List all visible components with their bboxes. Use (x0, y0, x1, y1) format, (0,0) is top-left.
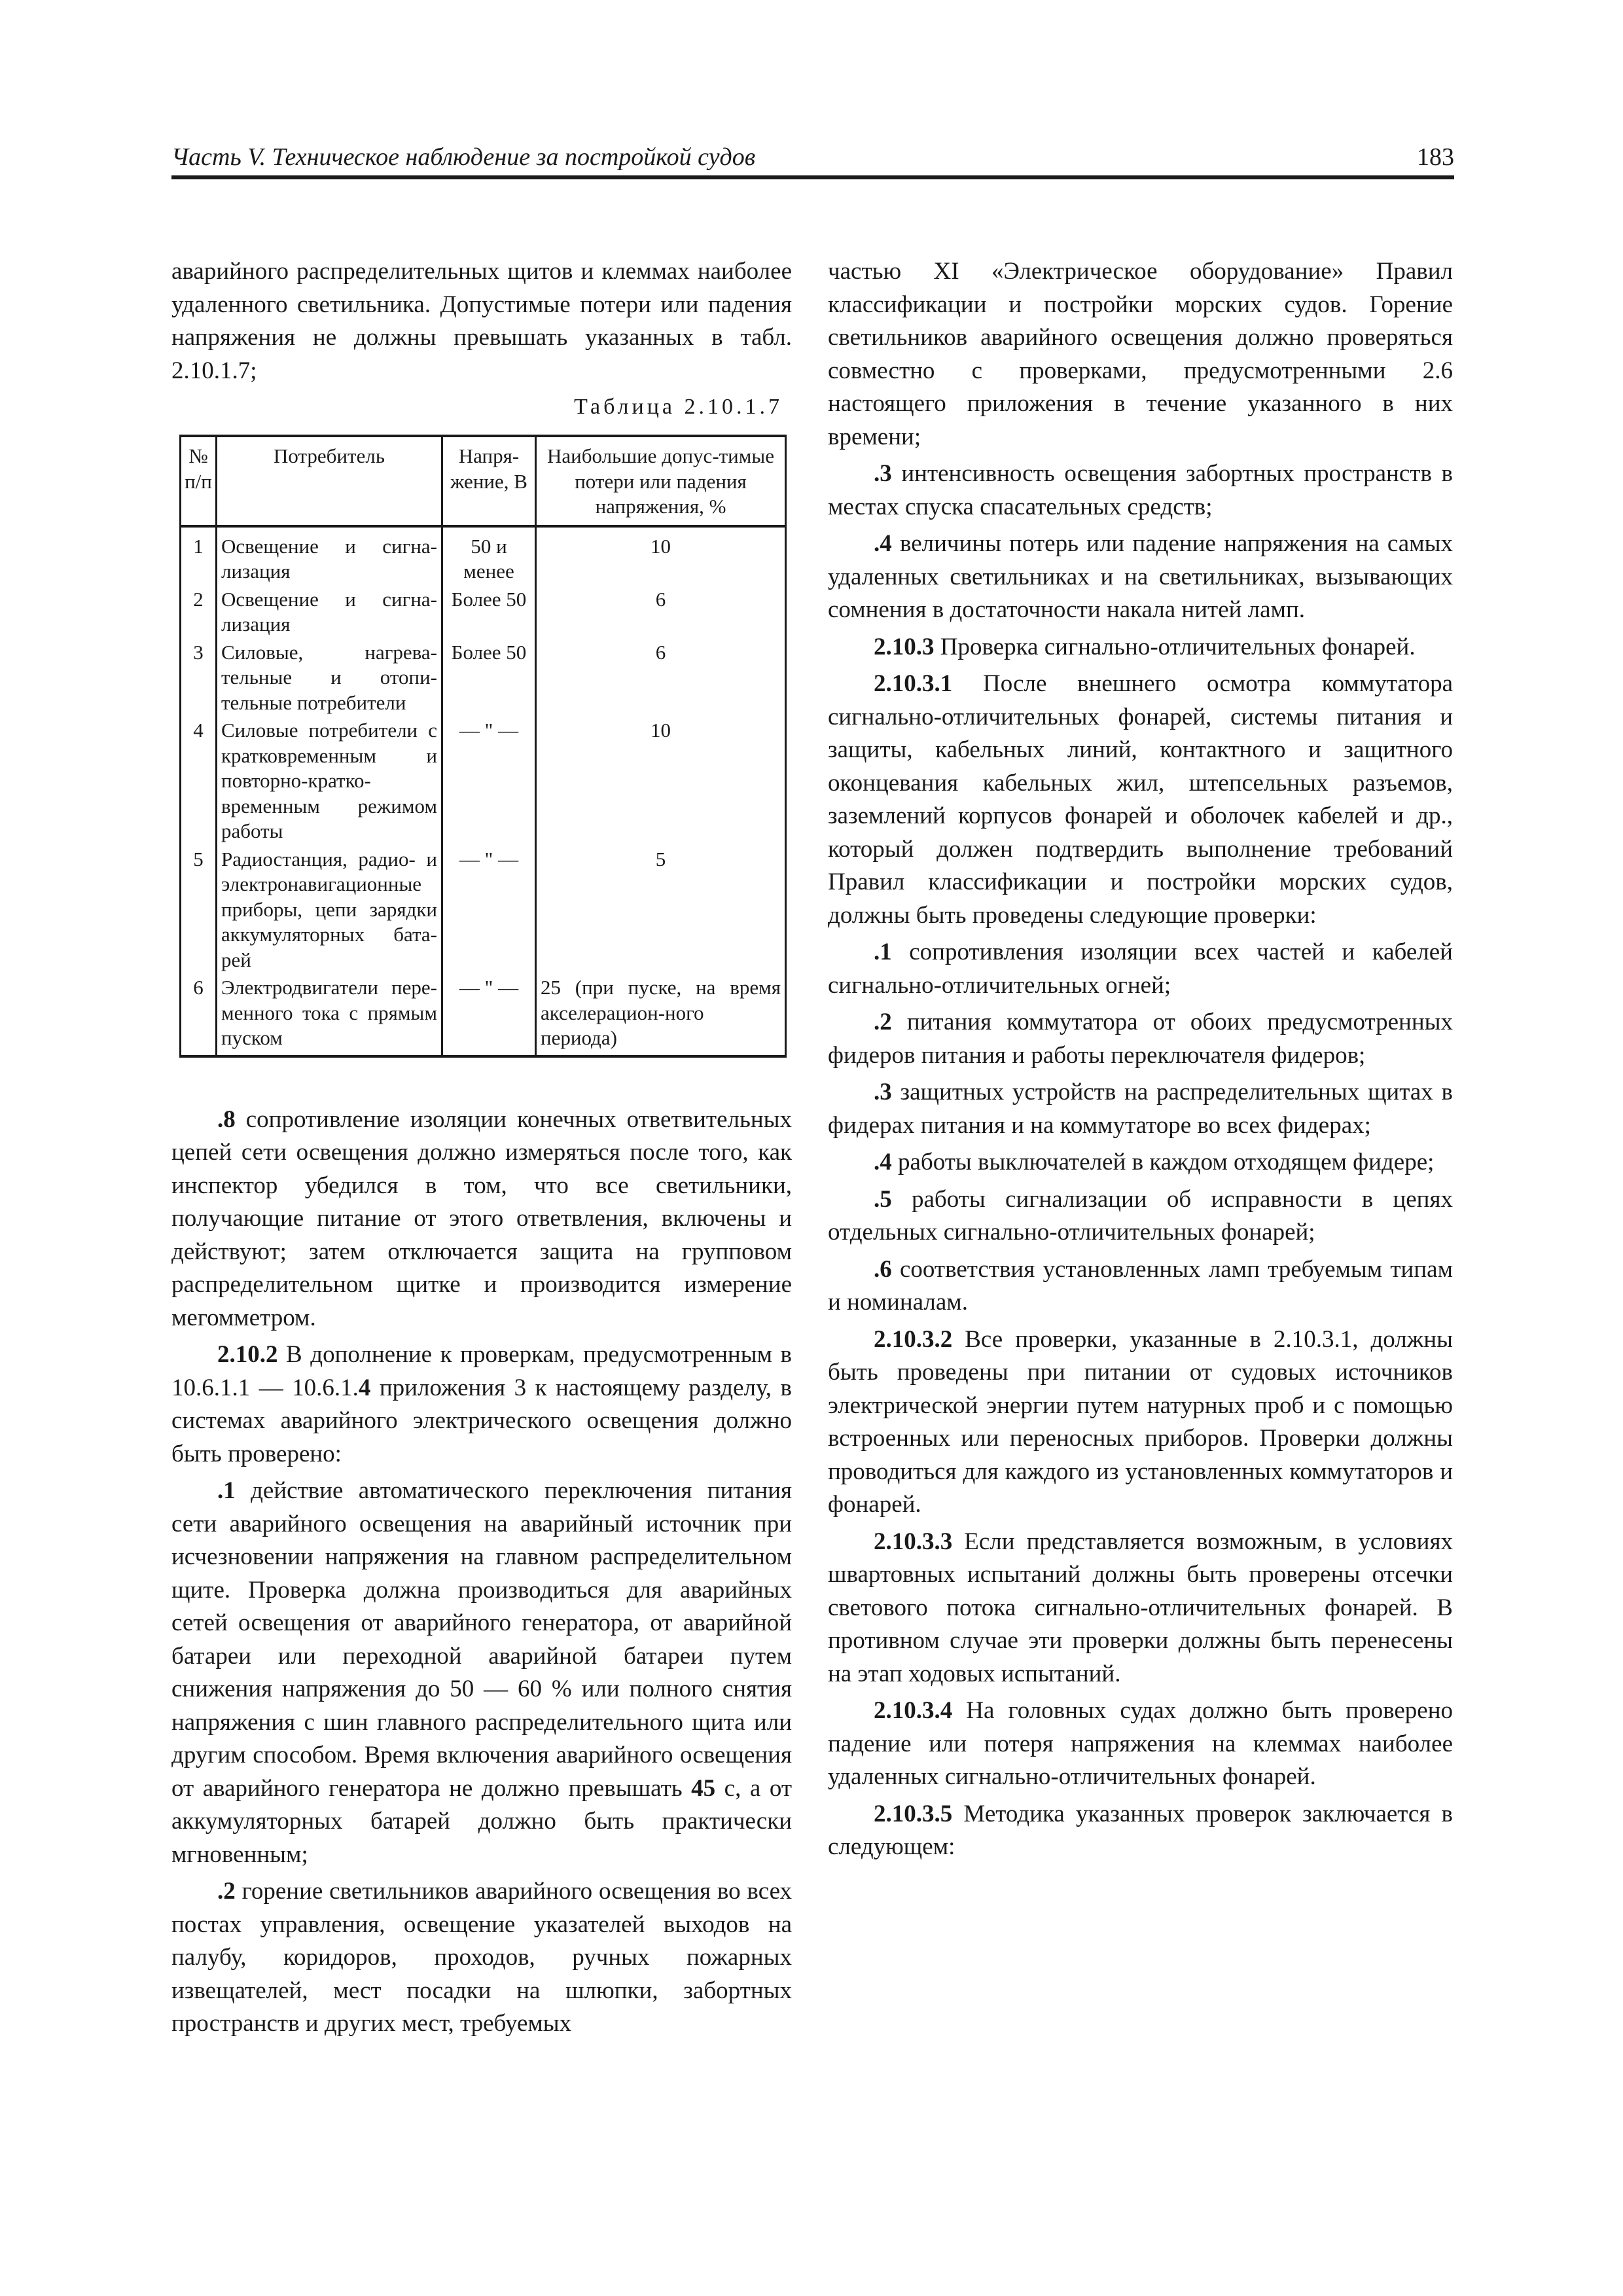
section-number: 2.10.3.4 (874, 1697, 953, 1724)
item-number: .4 (874, 530, 892, 557)
cell-voltage: — " — (442, 717, 536, 846)
item-number: .4 (874, 1149, 892, 1175)
section-2-10-3-3 (828, 1526, 1453, 1691)
paragraph-item-8 (171, 1103, 792, 1335)
item-number: .1 (217, 1477, 236, 1504)
table-row (181, 586, 786, 639)
paragraph-text: приложения 3 к настоящему разделу, в системах аварийного электрического освещения должно быть проверено: (171, 1374, 792, 1467)
running-title: Часть V. Техническое наблюдение за постройкой судов (171, 143, 756, 171)
section-number: 2.10.3.2 (874, 1325, 953, 1353)
cell-num: 4 (181, 717, 217, 846)
check-item-3 (828, 1076, 1453, 1142)
cell-loss: 25 (при пуске, на время акселерацион-ного периода) (536, 974, 786, 1056)
cell-num: 3 (181, 639, 217, 717)
page-number: 183 (1417, 143, 1454, 171)
table-row (181, 974, 786, 1056)
paragraph-item-3 (828, 457, 1453, 524)
section-2-10-3-1 (828, 668, 1453, 932)
paragraph-text: работы сигнализации об исправности в цепях отдельных сигнально-отличительных фонарей; (828, 1185, 1453, 1246)
section-2-10-3-5 (828, 1798, 1453, 1864)
section-number: 2.10.3 (874, 633, 935, 660)
cell-consumer: Силовые потребители с кратковременным и повторно-кратко-временным режимом работы (217, 717, 442, 846)
item-number: .3 (874, 1079, 892, 1105)
paragraph-text: с, а от аккумуляторных батарей должно быть практически мгновенным; (171, 1774, 793, 1868)
paragraph-item-1 (171, 1475, 792, 1871)
cell-loss: 10 (536, 717, 786, 846)
section-number: 2.10.2 (217, 1341, 278, 1368)
paragraph-text: интенсивность освещения забортных пространств в местах спуска спасательных средств; (828, 460, 1453, 520)
cell-consumer: Освещение и сигна-лизация (217, 586, 442, 639)
paragraph-text: Все проверки, указанные в 2.10.3.1, должны быть проведены при питании от судовых источников электрической энергии путем натурных проб и с помощью встроенных или переносных приборов. Проверки должны проводиться для каждого из установленных коммутаторов и фонарей. (828, 1325, 1453, 1518)
paragraph-text: соответствия установленных ламп требуемым типам и номиналам. (828, 1255, 1453, 1316)
section-2-10-2 (171, 1338, 792, 1471)
cell-num: 2 (181, 586, 217, 639)
paragraph-text: действие автоматического переключения питания сети аварийного освещения на аварийный источник при исчезновении напряжения на главном распределительном щите. Проверка должна производиться для аварийных сетей освещения от аварийного генератора, от аварийной батареи или переходной аварийной батареи путем снижения напряжения до 50 — 60 % или полного снятия напряжения с шин главного распределительного щита или другим способом. Время включения аварийного освещения от аварийного генератора не должно превышать (171, 1477, 792, 1802)
cell-voltage: — " — (442, 974, 536, 1056)
cell-num: 1 (181, 526, 217, 586)
check-item-6 (828, 1253, 1453, 1319)
check-item-4 (828, 1146, 1453, 1179)
section-2-10-3-2 (828, 1323, 1453, 1522)
check-item-1 (828, 936, 1453, 1002)
left-column (171, 255, 792, 2045)
paragraph-item-2 (171, 1875, 792, 2041)
bold-fragment: 45 (691, 1774, 716, 1802)
cell-consumer: Электродвигатели пере-менного тока с прямым пуском (217, 974, 442, 1056)
bold-fragment: 4 (358, 1374, 371, 1401)
running-header (171, 141, 1454, 177)
section-number: 2.10.3.1 (874, 670, 953, 697)
item-number: .2 (874, 1009, 892, 1035)
paragraph-text: Проверка сигнально-отличительных фонарей. (934, 633, 1416, 660)
table-row (181, 526, 786, 586)
header-voltage: Напря-жение, В (442, 436, 536, 526)
paragraph-text: На головных судах должно быть проверено падение или потеря напряжения на клеммах наиболее удаленных сигнально-отличительных фонарей. (828, 1697, 1453, 1790)
paragraph-continued: аварийного распределительных щитов и клеммах наиболее удаленного светильника. Допустимые потери или падения напряжения не должны превышать указанных в табл. 2.10.1.7; (171, 258, 792, 384)
cell-consumer: Освещение и сигна-лизация (217, 526, 442, 586)
cell-loss: 5 (536, 846, 786, 975)
table-row (181, 639, 786, 717)
cell-voltage: Более 50 (442, 586, 536, 639)
item-number: .6 (874, 1255, 892, 1283)
section-number: 2.10.3.3 (874, 1528, 953, 1555)
paragraph-text: После внешнего осмотра коммутатора сигнально-отличительных фонарей, системы питания и защиты, кабельных линий, контактного и защитного оконцевания кабельных жил, штепсельных разъемов, заземлений корпусов фонарей и оболочек кабелей и др., который должен подтвердить выполнение требований Правил классификации и постройки морских судов, должны быть проведены следующие проверки: (828, 670, 1453, 929)
item-number: .8 (217, 1105, 236, 1133)
voltage-loss-table (179, 435, 787, 1058)
paragraph-text: Если представляется возможным, в условиях швартовных испытаний должны быть проверены отсечки светового потока сигнально-отличительных фонарей. В противном случае эти проверки должны быть перенесены на этап ходовых испытаний. (828, 1528, 1453, 1687)
cell-loss: 10 (536, 526, 786, 586)
cell-loss: 6 (536, 639, 786, 717)
header-loss: Наибольшие допус-тимые потери или падения напряжения, % (536, 436, 786, 526)
paragraph-text: Методика указанных проверок заключается в следующем: (828, 1800, 1453, 1860)
cell-loss: 6 (536, 586, 786, 639)
table-caption: Таблица 2.10.1.7 (574, 395, 783, 419)
cell-voltage: — " — (442, 846, 536, 975)
item-number: .3 (874, 460, 892, 487)
paragraph-text: сопротивление изоляции конечных ответвительных цепей сети освещения должно измеряться после того, как инспектор убедился в том, что все светильники, получающие питание от этого ответвления, включены и действуют; затем отключается защита на групповом распределительном щитке и производится измерение мегомметром. (171, 1105, 792, 1331)
section-number: 2.10.3.5 (874, 1800, 953, 1827)
header-num: № п/п (181, 436, 217, 526)
right-column (828, 255, 1453, 1868)
table-spacer (171, 1058, 792, 1103)
cell-voltage: 50 и менее (442, 526, 536, 586)
section-2-10-3-4 (828, 1695, 1453, 1794)
paragraph-text: сопротивления изоляции всех частей и кабелей сигнально-отличительных огней; (828, 939, 1453, 999)
cell-voltage: Более 50 (442, 639, 536, 717)
check-item-2 (828, 1006, 1453, 1072)
header-consumer: Потребитель (217, 436, 442, 526)
paragraph-text: защитных устройств на распределительных щитах в фидерах питания и на коммутаторе во всех фидерах; (828, 1079, 1453, 1139)
header-rule (171, 175, 1454, 179)
paragraph-item-4 (828, 528, 1453, 627)
check-item-5 (828, 1183, 1453, 1249)
section-2-10-3 (828, 631, 1453, 664)
paragraph-text: горение светильников аварийного освещения во всех постах управления, освещение указателей выходов на палубу, коридоров, проходов, ручных пожарных извещателей, мест посадки на шлюпки, забортных пространств и других мест, требуемых (171, 1878, 792, 2037)
paragraph-continued: частью XI «Электрическое оборудование» Правил классификации и постройки морских судов. Горение светильников аварийного освещения должно проверяться совместно с проверками, предусмотренными 2.6 настоящего приложения в течение указанного в них времени; (828, 258, 1453, 450)
table-row (181, 717, 786, 846)
cell-consumer: Радиостанция, радио- и электронавигационные приборы, цепи зарядки аккумуляторных бата-рей (217, 846, 442, 975)
cell-num: 5 (181, 846, 217, 975)
paragraph-text: питания коммутатора от обоих предусмотренных фидеров питания и работы переключателя фидеров; (828, 1009, 1453, 1069)
item-number: .2 (217, 1878, 236, 1905)
item-number: .1 (874, 939, 892, 965)
paragraph-text: величины потерь или падение напряжения на самых удаленных светильниках и на светильниках, вызывающих сомнения в достаточности накала нитей ламп. (828, 530, 1453, 623)
table-row (181, 846, 786, 975)
item-number: .5 (874, 1185, 892, 1213)
paragraph-text: работы выключателей в каждом отходящем фидере; (891, 1149, 1435, 1175)
paragraph-text: В дополнение к проверкам, предусмотренным в 10.6.1.1 — 10.6.1. (171, 1341, 792, 1401)
cell-num: 6 (181, 974, 217, 1056)
cell-consumer: Силовые, нагрева-тельные и отопи-тельные потребители (217, 639, 442, 717)
table-header-row (181, 436, 786, 526)
